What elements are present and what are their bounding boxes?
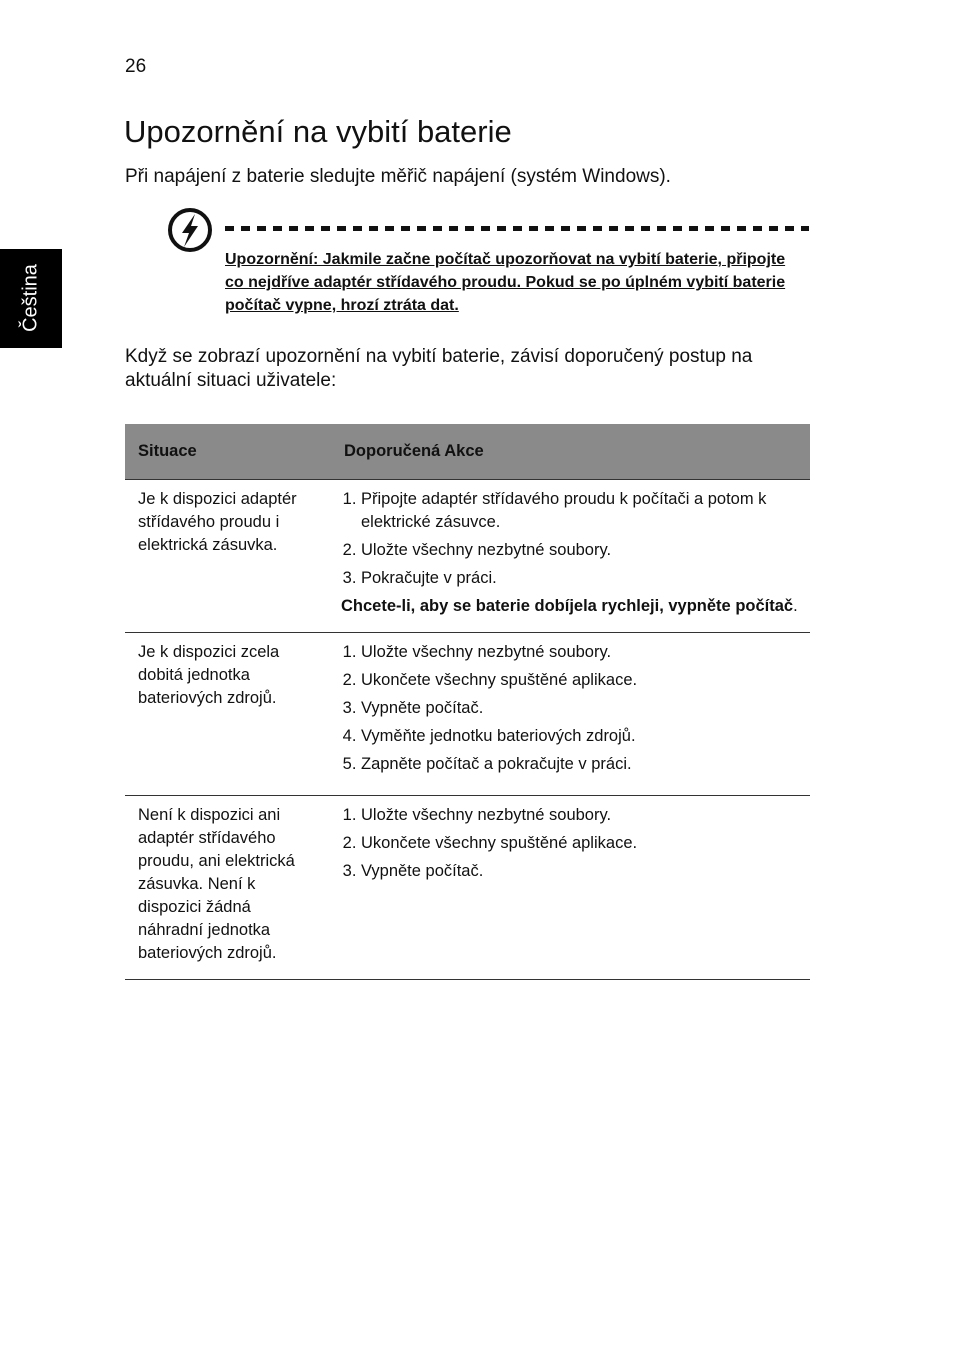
warning-divider (225, 226, 809, 231)
action-item: 3. Vypněte počítač. (361, 697, 800, 720)
action-item: 1. Uložte všechny nezbytné soubory. (361, 804, 800, 827)
action-note-end: . (793, 597, 798, 615)
language-side-tab (0, 249, 62, 348)
action-list (341, 804, 800, 883)
table-header-row (125, 424, 810, 480)
situation-cell: Není k dispozici ani adaptér střídavého proudu, ani elektrická zásuvka. Není k dispozici žádná náhradní jednotka bateriových zdrojů. (125, 796, 331, 980)
action-list (341, 488, 800, 590)
intro-text: Při napájení z baterie sledujte měřič napájení (systém Windows). (125, 166, 671, 187)
action-item: 5. Zapněte počítač a pokračujte v práci. (361, 753, 800, 776)
action-item: 2. Ukončete všechny spuštěné aplikace. (361, 832, 800, 855)
table-row (125, 480, 810, 633)
situation-cell: Je k dispozici zcela dobitá jednotka bateriových zdrojů. (125, 633, 331, 796)
action-item: 3. Pokračujte v práci. (361, 567, 800, 590)
side-tab-label: Čeština (19, 264, 42, 332)
situation-cell: Je k dispozici adaptér střídavého proudu i elektrická zásuvka. (125, 480, 331, 633)
action-cell (331, 633, 810, 796)
header-situation: Situace (125, 424, 331, 480)
header-action: Doporučená Akce (331, 424, 810, 480)
action-item: 4. Vyměňte jednotku bateriových zdrojů. (361, 725, 800, 748)
action-list (341, 641, 800, 776)
action-cell (331, 796, 810, 980)
warning-bolt-icon (166, 206, 214, 254)
action-item: 3. Vypněte počítač. (361, 860, 800, 883)
table-row (125, 796, 810, 980)
action-item: 1. Uložte všechny nezbytné soubory. (361, 641, 800, 664)
action-item: 2. Ukončete všechny spuštěné aplikace. (361, 669, 800, 692)
action-item: 2. Uložte všechny nezbytné soubory. (361, 539, 800, 562)
situation-table (125, 424, 810, 980)
table-row (125, 633, 810, 796)
action-note-bold: Chcete-li, aby se baterie dobíjela rychleji, vypněte počítač (341, 597, 794, 615)
action-cell (331, 480, 810, 633)
action-item: 1. Připojte adaptér střídavého proudu k počítači a potom k elektrické zásuvce. (361, 488, 800, 534)
page-title: Upozornění na vybití baterie (124, 114, 512, 149)
page-number: 26 (125, 56, 147, 77)
warning-text: Upozornění: Jakmile začne počítač upozorňovat na vybití baterie, připojte co nejdříve adaptér střídavého proudu. Pokud se po úplném vybití baterie počítač vypne, hrozí ztráta dat. (225, 251, 786, 314)
action-note (341, 595, 800, 618)
body-text: Když se zobrazí upozornění na vybití baterie, závisí doporučený postup na aktuální situaci uživatele: (125, 346, 753, 391)
